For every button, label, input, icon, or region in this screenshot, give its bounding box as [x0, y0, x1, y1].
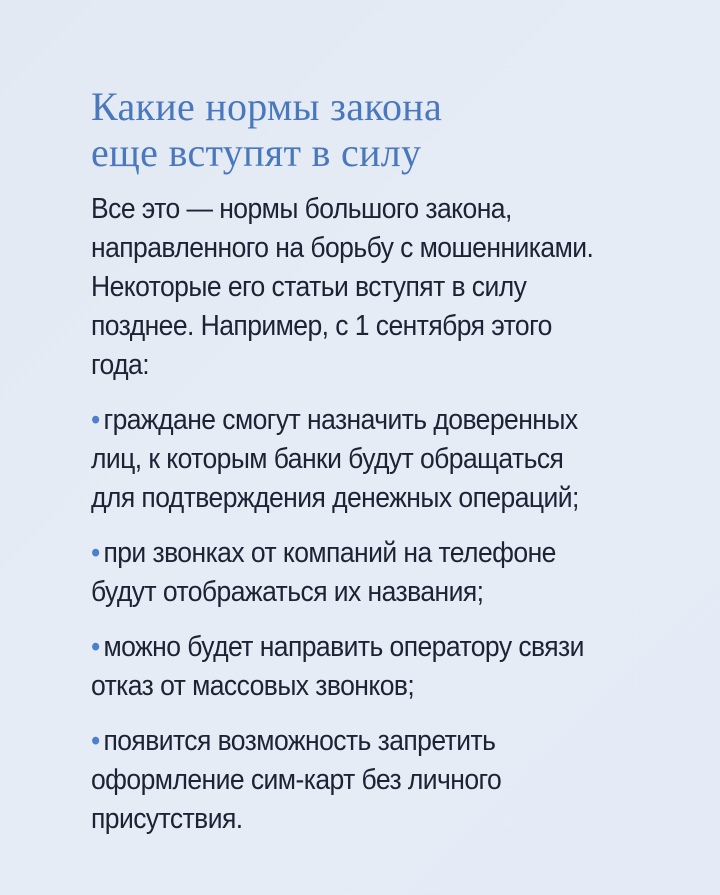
item-line: будут отображаться их названия;	[91, 576, 484, 608]
bullet-icon: •	[91, 404, 100, 436]
item-line: граждане смогут назначить доверенных	[103, 404, 578, 436]
bullet-list	[91, 401, 663, 839]
list-item	[91, 722, 663, 839]
intro-paragraph	[91, 190, 663, 385]
intro-line: позднее. Например, с 1 сентября этого	[91, 310, 552, 342]
item-line: оформление сим-карт без личного	[91, 764, 502, 796]
item-line: при звонках от компаний на телефоне	[103, 537, 556, 569]
article-body	[91, 190, 663, 855]
item-line: появится возможность запретить	[103, 725, 496, 757]
list-item	[91, 628, 663, 706]
item-line: отказ от массовых звонков;	[91, 670, 415, 702]
title-line: Какие нормы закона	[91, 84, 443, 129]
intro-line: направленного на борьбу с мошенниками.	[91, 232, 594, 264]
title-line: еще вступят в силу	[91, 130, 422, 175]
list-item	[91, 534, 663, 612]
list-item	[91, 401, 663, 518]
item-line: для подтверждения денежных операций;	[91, 482, 579, 514]
item-line: можно будет направить оператору связи	[103, 631, 584, 663]
intro-line: Некоторые его статьи вступят в силу	[91, 271, 527, 303]
bullet-icon: •	[91, 631, 100, 663]
bullet-icon: •	[91, 537, 100, 569]
bullet-icon: •	[91, 725, 100, 757]
page-title	[91, 84, 442, 176]
item-line: лиц, к которым банки будут обращаться	[91, 443, 564, 475]
intro-line: года:	[91, 349, 150, 381]
intro-line: Все это — нормы большого закона,	[91, 193, 512, 225]
item-line: присутствия.	[91, 803, 243, 835]
